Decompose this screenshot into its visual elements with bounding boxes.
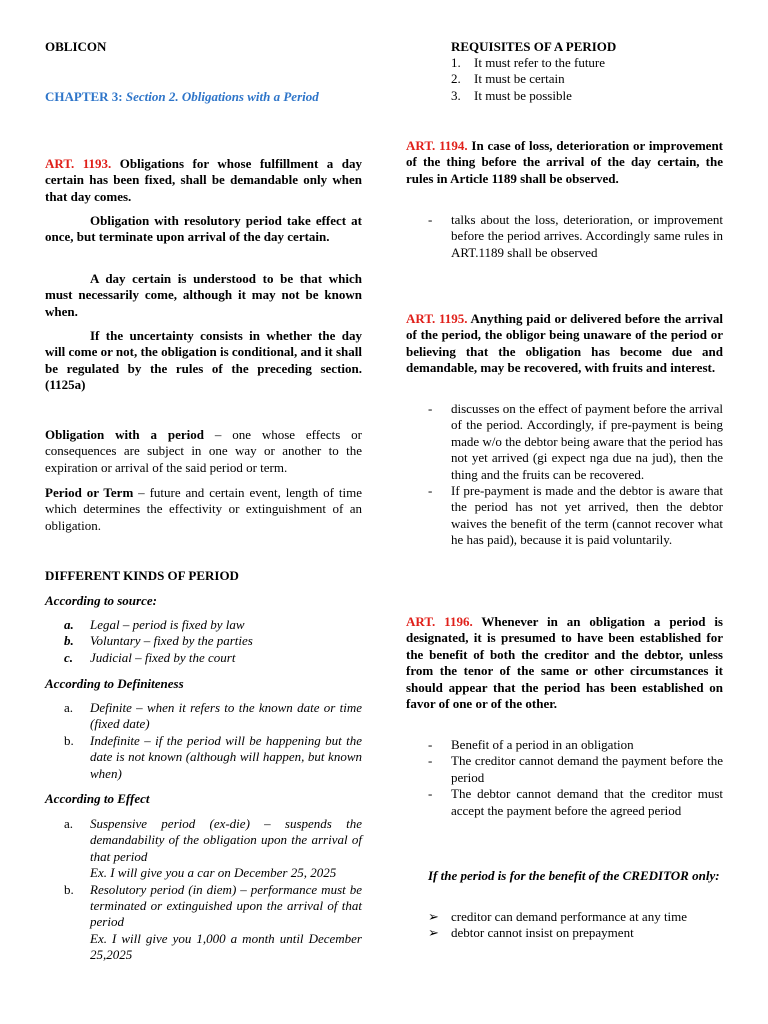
requisites-heading: REQUISITES OF A PERIOD (451, 39, 617, 54)
source-heading: According to source: (45, 593, 157, 608)
list-item: 2. It must be certain (451, 71, 565, 87)
definiteness-heading: According to Definiteness (45, 676, 184, 691)
art-1196-number: ART. 1196. (406, 614, 473, 629)
definition-text: – one whose effects or consequences are subject in one way or another to the expiration or arrival of the said period or term. (45, 427, 362, 475)
list-item: - The creditor cannot demand the payment before the period (428, 753, 723, 785)
chapter-heading (45, 89, 362, 105)
list-item: ➢ creditor can demand performance at any time (428, 909, 688, 924)
definiteness-list (64, 700, 362, 782)
art-1193-paragraph (45, 156, 362, 205)
art-1193-p4: If the uncertainty consists in whether the day will come or not, the obligation is conditional, and it shall be regulated by the rules of the preceding section. (1125a) (45, 328, 362, 393)
art-1193-p2: Obligation with resolutory period take effect at once, but terminate upon arrival of the day certain. (45, 213, 362, 245)
art-1196-text: Whenever in an obligation a period is designated, it is presumed to have been established for the benefit of both the creditor and the debtor, unless from the tenor of the same or other circumstances it should appear that the period has been established on favor of one or of the other. (406, 614, 723, 712)
art-1195-number: ART. 1195. (406, 311, 468, 326)
list-item: c. Judicial – fixed by the court (64, 649, 236, 665)
example-text: Ex. I will give you 1,000 a month until December 25,2025 (90, 930, 362, 963)
list-item: ➢ debtor cannot insist on prepayment (428, 925, 634, 941)
art-1194-paragraph (406, 138, 723, 187)
definition-text: – future and certain event, length of time which determines the effectivity or extinguishment of an obligation. (45, 485, 362, 533)
art-1195-paragraph (406, 311, 723, 377)
art-1195-text: Anything paid or delivered before the arrival of the period, the obligor being unaware of the period or believing that the obligation has become due and demandable, may be recovered, with fruits and interest. (406, 311, 723, 376)
list-item: - discusses on the effect of payment before the arrival of the period. Accordingly, if pre-payment is being made w/o the debtor being aware that the period has not yet arrived (gi expect nga due na jud), then the thing and the fruits can be recovered. (428, 401, 723, 482)
list-item: - Benefit of a period in an obligation (428, 737, 634, 752)
list-item: b. Resolutory period (in diem) – performance must be terminated or extinguished upon the arrival of that period Ex. I will give you 1,000 a month until December 25,2025 (64, 881, 362, 963)
kinds-of-period-heading: DIFFERENT KINDS OF PERIOD (45, 568, 239, 583)
example-text: Ex. I will give you a car on December 25, 2025 (90, 865, 337, 881)
list-item: - The debtor cannot demand that the creditor must accept the payment before the agreed period (428, 786, 723, 818)
art-1194-number: ART. 1194. (406, 138, 468, 153)
art-1193-number: ART. 1193. (45, 156, 112, 171)
definition-term: Obligation with a period (45, 427, 204, 442)
source-list (64, 617, 362, 666)
arrow-bullet-icon: ➢ (428, 925, 439, 941)
list-item: b. Indefinite – if the period will be happening but the date is not known (although will happen, but known when) (64, 732, 362, 781)
art-1193-text: Obligations for whose fulfillment a day certain has been fixed, shall be demandable only when that day comes. (45, 156, 363, 204)
effect-heading: According to Effect (45, 791, 150, 806)
art-1193-p3: A day certain is understood to be that which must necessarily come, although it may not be known when. (45, 271, 362, 319)
definition-period-or-term (45, 485, 362, 534)
art-1196-paragraph (406, 614, 723, 712)
creditor-benefit-heading: If the period is for the benefit of the CREDITOR only: (428, 868, 720, 883)
list-item: a. Legal – period is fixed by law (64, 617, 245, 632)
list-item: a. Suspensive period (ex-die) – suspends the demandability of the obligation upon the arrival of that period Ex. I will give you a car on December 25, 2025 (64, 816, 362, 881)
list-item: a. Definite – when it refers to the known date or time (fixed date) (64, 700, 362, 732)
definition-obligation-with-period (45, 427, 362, 476)
arrow-bullet-icon: ➢ (428, 909, 439, 924)
list-item: 1. It must refer to the future (451, 55, 606, 70)
list-item: - If pre-payment is made and the debtor is aware that the period has not yet arrived, then the debtor waives the benefit of the term (cannot recover what he has paid), because it is paid voluntarily. (428, 483, 723, 548)
list-item: b. Voluntary – fixed by the parties (64, 633, 253, 649)
art-1194-notes (428, 212, 723, 261)
chapter-label: CHAPTER 3: (45, 89, 123, 104)
art-1194-text: In case of loss, deterioration or improvement of the thing before the arrival of the day certain, the rules in Article 1189 shall be observed. (406, 138, 724, 186)
list-item: 3. It must be possible (451, 87, 572, 103)
definition-term: Period or Term (45, 485, 134, 500)
requisites-list (451, 55, 723, 104)
art-1195-notes (428, 401, 723, 549)
creditor-benefit-list (428, 909, 723, 942)
art-1196-notes (428, 737, 723, 819)
list-item: - talks about the loss, deterioration, or improvement before the period arrives. Accordingly same rules in ART.1189 shall be observed (428, 212, 723, 260)
effect-list (64, 816, 362, 964)
document-title: OBLICON (45, 39, 107, 54)
section-title: Section 2. Obligations with a Period (125, 89, 319, 104)
